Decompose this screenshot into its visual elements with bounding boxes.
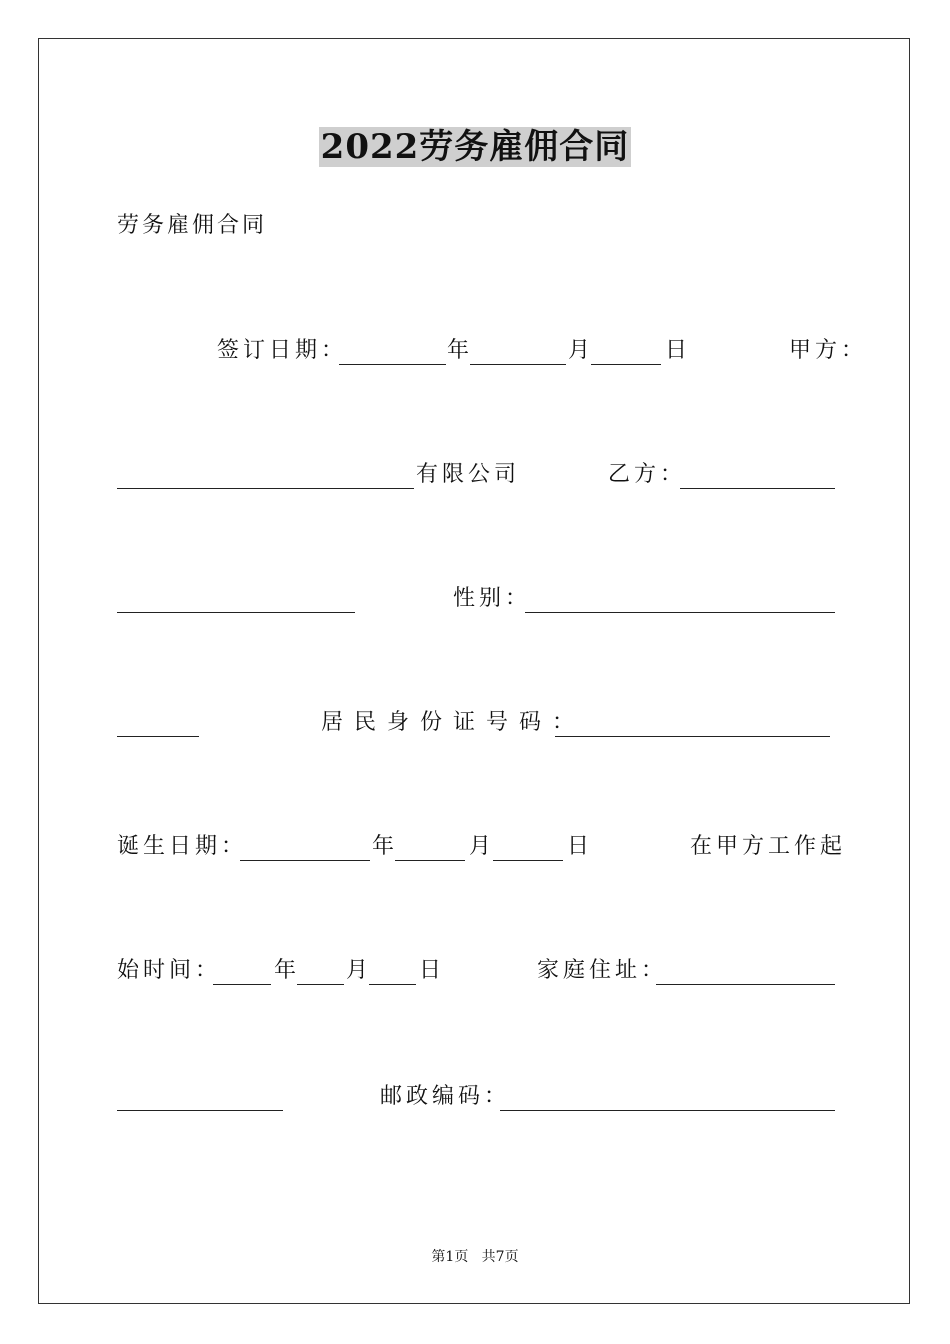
party-b-blank-cont[interactable] <box>117 612 355 613</box>
sign-year-blank[interactable] <box>339 364 446 365</box>
gender-blank-cont[interactable] <box>117 736 199 737</box>
birth-month-label: 月 <box>469 834 496 859</box>
gender-blank[interactable] <box>525 612 835 613</box>
title-text: 2022劳务雇佣合同 <box>320 127 630 167</box>
line-id-number <box>117 708 835 744</box>
birth-day-label: 日 <box>567 834 594 859</box>
start-year-label: 年 <box>274 958 301 983</box>
company-label: 有限公司 <box>416 462 521 487</box>
id-number-label: 居民身份证号码： <box>321 710 586 735</box>
party-b-label: 乙方： <box>608 462 687 487</box>
birth-year-blank[interactable] <box>240 860 370 861</box>
birth-date-label: 诞生日期： <box>117 834 248 859</box>
postal-code-blank[interactable] <box>500 1110 835 1111</box>
document-title <box>0 126 950 168</box>
party-b-blank[interactable] <box>680 488 835 489</box>
line-postal-code <box>117 1082 835 1118</box>
sign-day-label: 日 <box>665 338 692 363</box>
start-day-label: 日 <box>419 958 446 983</box>
line-gender <box>117 584 835 620</box>
start-month-blank[interactable] <box>297 984 344 985</box>
sign-year-label: 年 <box>447 338 474 363</box>
work-start-label: 在甲方工作起 <box>690 834 847 859</box>
sign-date-label: 签订日期： <box>217 338 348 363</box>
address-label: 家庭住址： <box>537 958 668 983</box>
line-company <box>117 460 835 496</box>
document-subtitle: 劳务雇佣合同 <box>117 213 268 238</box>
line-start-time <box>117 956 835 992</box>
sign-day-blank[interactable] <box>591 364 661 365</box>
start-time-label: 始时间： <box>117 958 222 983</box>
birth-month-blank[interactable] <box>395 860 465 861</box>
gender-label: 性别： <box>453 586 532 611</box>
address-blank-cont[interactable] <box>117 1110 283 1111</box>
sign-month-label: 月 <box>568 338 595 363</box>
page-footer: 第1页 共7页 <box>431 1249 519 1265</box>
start-day-blank[interactable] <box>369 984 416 985</box>
party-a-blank[interactable] <box>117 488 414 489</box>
address-blank[interactable] <box>656 984 835 985</box>
id-number-blank[interactable] <box>555 736 830 737</box>
sign-month-blank[interactable] <box>470 364 566 365</box>
start-year-blank[interactable] <box>213 984 271 985</box>
birth-day-blank[interactable] <box>493 860 563 861</box>
postal-code-label: 邮政编码： <box>380 1084 511 1109</box>
line-sign-date <box>117 336 868 372</box>
line-birth-date <box>117 832 847 868</box>
birth-year-label: 年 <box>372 834 399 859</box>
party-a-label: 甲方： <box>789 338 868 363</box>
start-month-label: 月 <box>346 958 373 983</box>
